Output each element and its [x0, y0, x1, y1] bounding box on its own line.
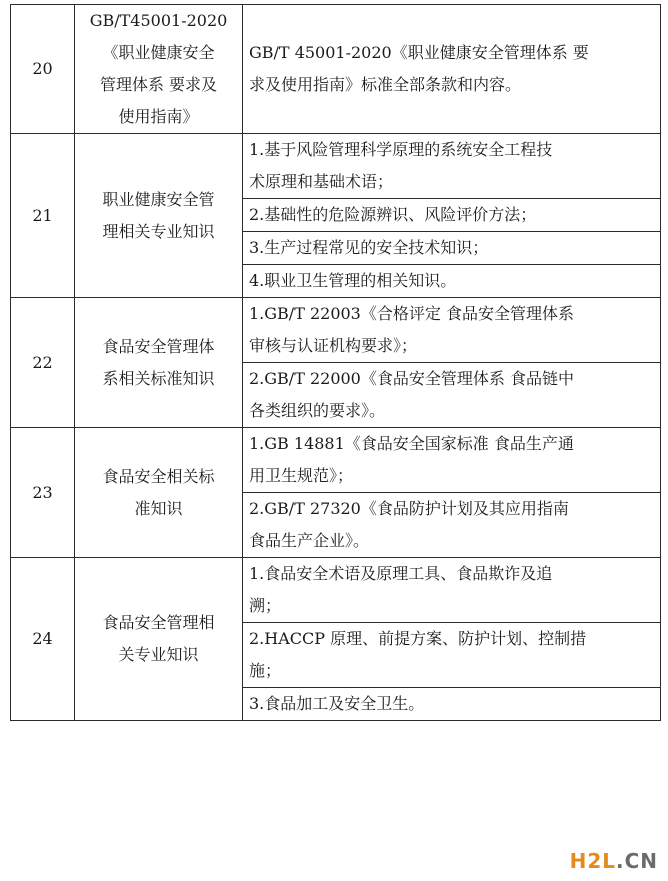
watermark-part-2: .CN [615, 849, 658, 873]
table-row [11, 558, 661, 623]
watermark-part-1: H2L [569, 849, 616, 873]
content-line: 3.生产过程常见的安全技术知识； [249, 238, 489, 257]
topic-line: 食品安全管理体 [102, 336, 215, 356]
content-line: 2.GB/T 22000《食品安全管理体系 食品链中 [249, 369, 574, 388]
topic-line: 使用指南》 [118, 107, 199, 126]
topic-line: 《职业健康安全 [102, 43, 215, 62]
content-item [243, 232, 661, 265]
content-item [243, 558, 661, 623]
row-topic [75, 558, 243, 721]
content-line: 1.GB 14881《食品安全国家标准 食品生产通 [249, 434, 574, 453]
row-number: 21 [11, 134, 75, 298]
content-item [243, 134, 661, 199]
content-line: 求及使用指南》标准全部条款和内容。 [249, 75, 522, 94]
topic-line: 食品安全相关标 [102, 466, 215, 486]
content-item [243, 363, 661, 428]
row-number: 22 [11, 298, 75, 428]
content-line: 1.GB/T 22003《合格评定 食品安全管理体系 [249, 304, 574, 323]
content-item [243, 688, 661, 721]
content-item [243, 199, 661, 232]
content-line: 3.食品加工及安全卫生。 [249, 694, 425, 713]
content-line: 各类组织的要求》。 [249, 401, 386, 420]
row-number: 20 [11, 5, 75, 134]
watermark-logo [570, 849, 658, 873]
content-line: 2.基础性的危险源辨识、风险评价方法； [249, 205, 537, 224]
content-item [243, 493, 661, 558]
table-row [11, 298, 661, 363]
content-line: 食品生产企业》。 [249, 531, 370, 550]
row-number: 24 [11, 558, 75, 721]
table-row [11, 5, 661, 134]
content-line: 1.食品安全术语及原理工具、食品欺诈及追 [249, 564, 553, 583]
content-item [243, 5, 661, 134]
topic-line: 职业健康安全管 [102, 189, 215, 209]
topic-line: 关专业知识 [118, 645, 199, 664]
content-line: 2.HACCP 原理、前提方案、防护计划、控制措 [249, 629, 587, 648]
table-row [11, 428, 661, 493]
content-line: 溯； [249, 596, 282, 615]
content-line: 用卫生规范》； [249, 466, 354, 485]
topic-line: 系相关标准知识 [102, 368, 215, 388]
content-line: 2.GB/T 27320《食品防护计划及其应用指南 [249, 499, 569, 518]
content-item [243, 623, 661, 688]
row-number: 23 [11, 428, 75, 558]
topic-line: 食品安全管理相 [102, 613, 215, 632]
content-line: 施； [249, 661, 282, 680]
row-topic [75, 5, 243, 134]
row-topic [75, 134, 243, 298]
topic-line: GB/T45001-2020 [89, 11, 228, 30]
content-line: GB/T 45001-2020《职业健康安全管理体系 要 [249, 43, 589, 62]
content-line: 1.基于风险管理科学原理的系统安全工程技 [249, 140, 553, 159]
content-item [243, 298, 661, 363]
content-line: 4.职业卫生管理的相关知识。 [249, 271, 457, 290]
topic-line: 理相关专业知识 [102, 221, 215, 241]
content-line: 审核与认证机构要求》； [249, 336, 418, 355]
row-topic [75, 428, 243, 558]
syllabus-table [10, 4, 661, 721]
syllabus-table-body [11, 5, 661, 721]
content-item [243, 428, 661, 493]
content-item [243, 265, 661, 298]
topic-line: 准知识 [134, 498, 183, 518]
content-line: 术原理和基础术语； [249, 172, 394, 191]
topic-line: 管理体系 要求及 [99, 75, 218, 94]
row-topic [75, 298, 243, 428]
table-row [11, 134, 661, 199]
